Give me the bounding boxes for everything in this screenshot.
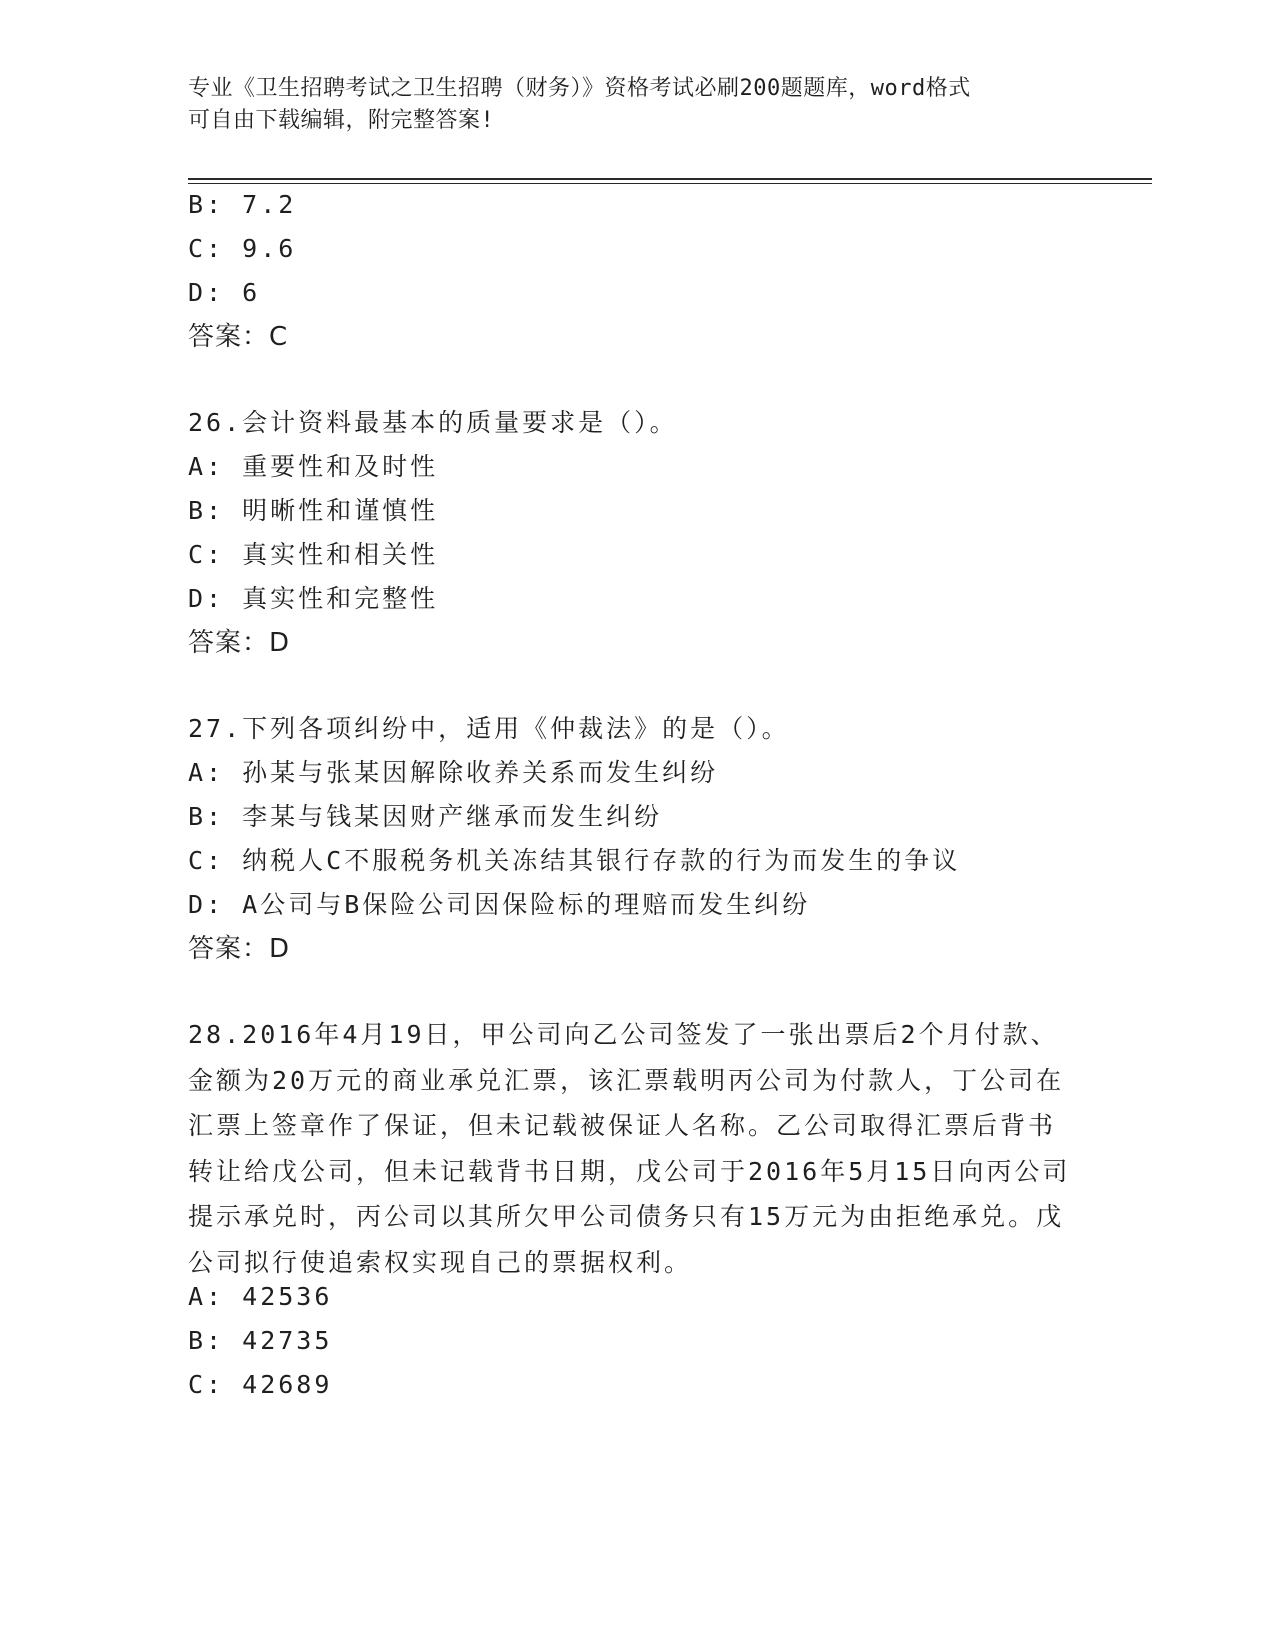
q27-answer: 答案：D (188, 934, 291, 964)
document-header (188, 73, 1068, 137)
q25-option-d: D: 6 (188, 278, 261, 307)
q27-option-c: C: 纳税人C不服税务机关冻结其银行存款的行为而发生的争议 (188, 846, 961, 875)
q25-answer: 答案：C (188, 322, 289, 352)
q28-option-b: B: 42735 (188, 1326, 333, 1355)
header-divider-thick (188, 178, 1152, 180)
q28-option-a: A: 42536 (188, 1282, 333, 1311)
q27-option-d: D: A公司与B保险公司因保险标的理赔而发生纠纷 (188, 890, 811, 919)
q27-question: 27.下列各项纠纷中，适用《仲裁法》的是（）。 (188, 714, 790, 743)
q27-option-a: A: 孙某与张某因解除收养关系而发生纠纷 (188, 758, 719, 787)
q26-option-b: B: 明晰性和谨慎性 (188, 496, 439, 525)
q25-option-b: B: 7.2 (188, 190, 297, 219)
q26-question: 26.会计资料最基本的质量要求是（）。 (188, 408, 678, 437)
q26-option-a: A: 重要性和及时性 (188, 452, 439, 481)
q27-option-b: B: 李某与钱某因财产继承而发生纠纷 (188, 802, 663, 831)
header-line-2: 可自由下载编辑，附完整答案! (188, 108, 495, 133)
q26-option-d: D: 真实性和完整性 (188, 584, 439, 613)
q28-option-c: C: 42689 (188, 1370, 333, 1399)
q26-answer: 答案：D (188, 628, 291, 658)
q25-option-c: C: 9.6 (188, 234, 297, 263)
header-divider-thin (188, 183, 1152, 184)
header-line-1: 专业《卫生招聘考试之卫生招聘（财务）》资格考试必刷200题题库，word格式 (188, 76, 971, 101)
q26-option-c: C: 真实性和相关性 (188, 540, 439, 569)
q28-question: 28.2016年4月19日，甲公司向乙公司签发了一张出票后2个月付款、金额为20万元的商业承兑汇票，该汇票载明丙公司为付款人，丁公司在汇票上签章作了保证，但未记载被保证人名称。乙公司取得汇票后背书转让给戊公司，但未记载背书日期，戊公司于2016年5月15日向丙公司提示承兑时，丙公司以其所欠甲公司债务只有15万元为由拒绝承兑。戊公司拟行使追索权实现自己的票据权利。 (188, 1020, 1071, 1277)
